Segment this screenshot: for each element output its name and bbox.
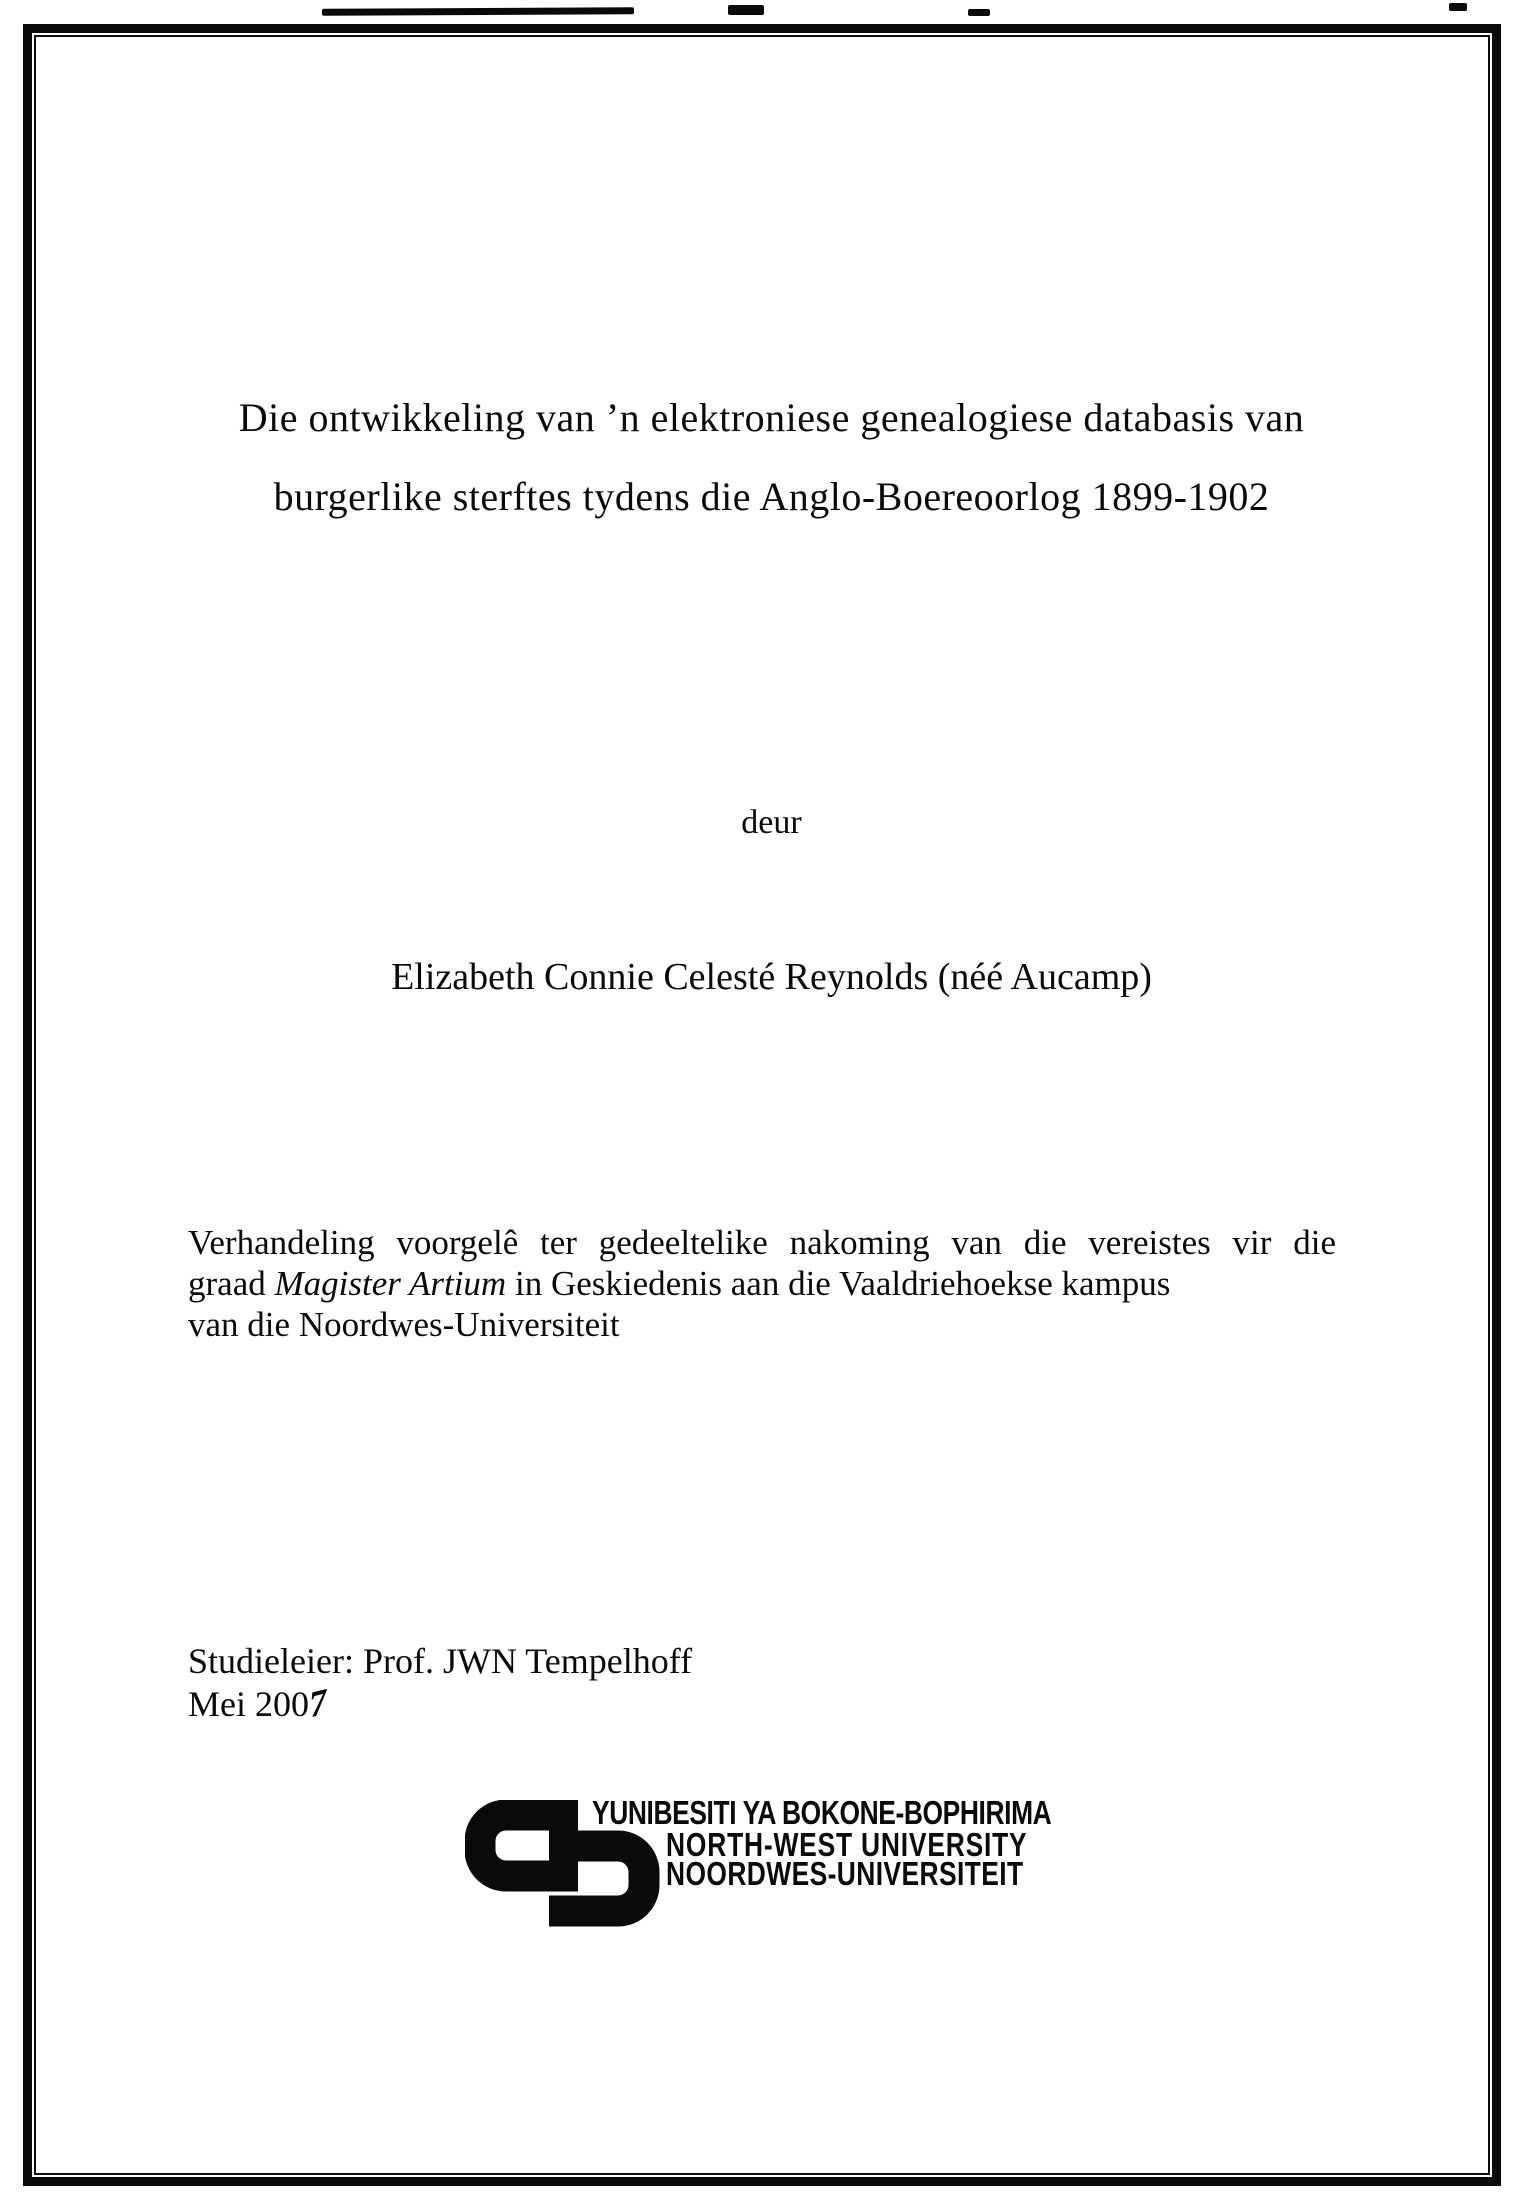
thesis-statement-line-1: Verhandeling voorgelê ter gedeeltelike nakoming van die vereistes vir die <box>188 1223 1336 1262</box>
date-prefix: Mei 200 <box>188 1684 309 1724</box>
thesis-statement <box>188 1222 1336 1345</box>
statement-line2-suffix: in Geskiedenis aan die Vaaldriehoekse kampus <box>506 1264 1171 1303</box>
byline-label: deur <box>741 804 802 841</box>
scan-artifact <box>1449 3 1467 11</box>
logo-text-afrikaans: NOORDWES-UNIVERSITEIT <box>666 1855 1024 1892</box>
author-name: Elizabeth Connie Celesté Reynolds (néé Aucamp) <box>391 956 1152 998</box>
logo-text-english: NORTH-WEST UNIVERSITY <box>666 1826 1028 1863</box>
date-line <box>188 1679 692 1727</box>
statement-line2-prefix: graad <box>188 1264 275 1303</box>
supervisor-block <box>188 1640 692 1726</box>
thesis-title-line-1: Die ontwikkeling van ’n elektroniese genealogiese databasis van <box>238 395 1305 440</box>
degree-name: Magister Artium <box>274 1264 507 1303</box>
thesis-statement-line-2 <box>188 1263 1336 1304</box>
scan-artifact <box>322 7 634 16</box>
thesis-title-line-2: burgerlike sterftes tydens die Anglo-Boereoorlog 1899-1902 <box>273 474 1270 519</box>
scan-artifact <box>728 5 764 15</box>
thesis-statement-line-3: van die Noordwes-Universiteit <box>188 1305 620 1344</box>
handwritten-digit: 7 <box>307 1679 329 1727</box>
logo-text-setswana: YUNIBESITI YA BOKONE-BOPHIRIMA <box>592 1794 1052 1831</box>
scan-artifact <box>968 9 990 16</box>
supervisor-line: Studieleier: Prof. JWN Tempelhoff <box>188 1641 693 1681</box>
thesis-title <box>0 378 1527 536</box>
